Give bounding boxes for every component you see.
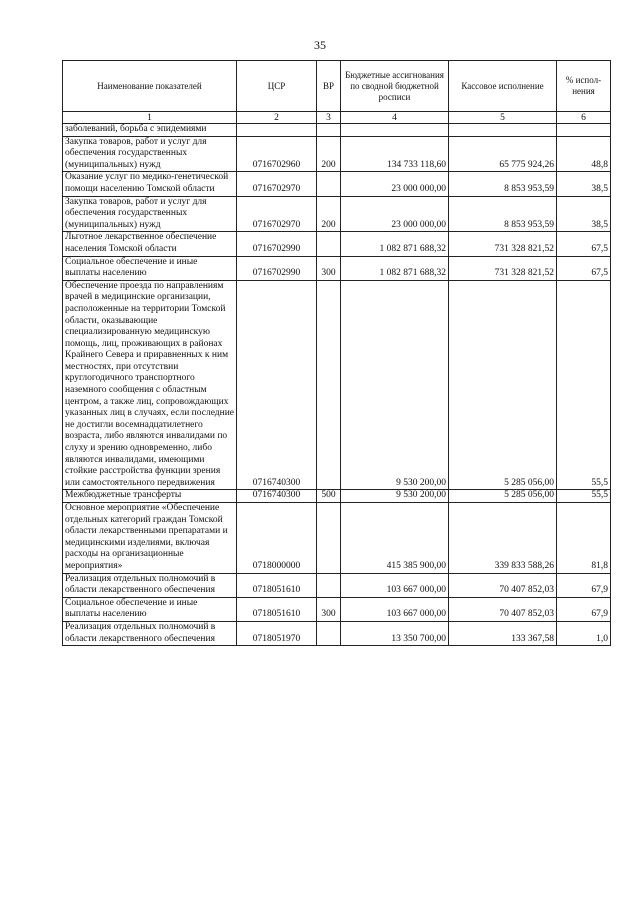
row-budget: 415 385 900,00	[341, 503, 449, 574]
row-vr: 200	[317, 136, 341, 172]
row-cash: 5 285 056,00	[449, 490, 557, 503]
row-pct: 55,5	[557, 490, 611, 503]
row-csr: 0716702990	[237, 256, 317, 280]
row-vr: 300	[317, 256, 341, 280]
row-csr: 0716702970	[237, 196, 317, 232]
row-vr	[317, 124, 341, 137]
table-row	[63, 196, 611, 232]
row-budget: 103 667 000,00	[341, 597, 449, 621]
row-vr: 200	[317, 196, 341, 232]
row-vr	[317, 172, 341, 196]
row-cash: 5 285 056,00	[449, 280, 557, 490]
row-csr: 0718051970	[237, 621, 317, 645]
row-name: Льготное лекарственное обеспечение населения Томской области	[63, 232, 237, 256]
row-name: Закупка товаров, работ и услуг для обеспечения государственных (муниципальных) нужд	[63, 136, 237, 172]
column-number-row	[63, 112, 611, 124]
row-pct: 48,8	[557, 136, 611, 172]
row-vr	[317, 503, 341, 574]
table-row	[63, 503, 611, 574]
row-name: Социальное обеспечение и иные выплаты населению	[63, 256, 237, 280]
table-row	[63, 280, 611, 490]
row-budget: 9 530 200,00	[341, 490, 449, 503]
row-vr: 500	[317, 490, 341, 503]
row-cash: 70 407 852,03	[449, 573, 557, 597]
row-cash: 8 853 953,59	[449, 196, 557, 232]
column-number: 2	[237, 112, 317, 124]
row-pct: 67,9	[557, 573, 611, 597]
row-budget: 103 667 000,00	[341, 573, 449, 597]
row-vr	[317, 573, 341, 597]
header-pct: % испол-нения	[557, 61, 611, 112]
table-row	[63, 621, 611, 645]
page-number: 35	[314, 38, 326, 52]
row-pct	[557, 124, 611, 137]
row-cash	[449, 124, 557, 137]
row-pct: 67,9	[557, 597, 611, 621]
header-name: Наименование показателей	[63, 61, 237, 112]
table-row	[63, 136, 611, 172]
row-budget: 23 000 000,00	[341, 196, 449, 232]
header-cash: Кассовое исполнение	[449, 61, 557, 112]
row-cash: 70 407 852,03	[449, 597, 557, 621]
row-budget: 1 082 871 688,32	[341, 256, 449, 280]
row-vr: 300	[317, 597, 341, 621]
row-cash: 339 833 588,26	[449, 503, 557, 574]
row-cash: 731 328 821,52	[449, 232, 557, 256]
row-name: Реализация отдельных полномочий в области лекарственного обеспечения	[63, 621, 237, 645]
column-number: 6	[557, 112, 611, 124]
row-cash: 731 328 821,52	[449, 256, 557, 280]
header-row	[63, 61, 611, 112]
row-csr: 0718051610	[237, 597, 317, 621]
row-name: Социальное обеспечение и иные выплаты населению	[63, 597, 237, 621]
header-budget: Бюджетные ассигнования по сводной бюджетной росписи	[341, 61, 449, 112]
table-row	[63, 124, 611, 137]
row-name: Основное мероприятие «Обеспечение отдельных категорий граждан Томской области лекарственными препаратами и медицинскими изделиями, включая расходы на организационные мероприятия»	[63, 503, 237, 574]
table-row	[63, 232, 611, 256]
row-csr: 0716702970	[237, 172, 317, 196]
row-name: Оказание услуг по медико-генетической помощи населению Томской области	[63, 172, 237, 196]
row-vr	[317, 621, 341, 645]
header-csr: ЦСР	[237, 61, 317, 112]
row-pct: 38,5	[557, 172, 611, 196]
row-csr: 0716702990	[237, 232, 317, 256]
row-cash: 8 853 953,59	[449, 172, 557, 196]
row-pct: 1,0	[557, 621, 611, 645]
row-csr: 0716740300	[237, 280, 317, 490]
row-name: Межбюджетные трансферты	[63, 490, 237, 503]
row-budget: 1 082 871 688,32	[341, 232, 449, 256]
row-pct: 67,5	[557, 256, 611, 280]
table-row	[63, 573, 611, 597]
row-pct: 67,5	[557, 232, 611, 256]
row-csr: 0716702960	[237, 136, 317, 172]
header-vr: ВР	[317, 61, 341, 112]
row-csr	[237, 124, 317, 137]
row-name: Закупка товаров, работ и услуг для обеспечения государственных (муниципальных) нужд	[63, 196, 237, 232]
column-number: 5	[449, 112, 557, 124]
row-cash: 133 367,58	[449, 621, 557, 645]
row-csr: 0718000000	[237, 503, 317, 574]
row-pct: 81,8	[557, 503, 611, 574]
row-csr: 0716740300	[237, 490, 317, 503]
row-vr	[317, 280, 341, 490]
row-budget	[341, 124, 449, 137]
row-budget: 134 733 118,60	[341, 136, 449, 172]
column-number: 4	[341, 112, 449, 124]
row-pct: 38,5	[557, 196, 611, 232]
row-cash: 65 775 924,26	[449, 136, 557, 172]
table-row	[63, 490, 611, 503]
row-name: заболеваний, борьба с эпидемиями	[63, 124, 237, 137]
row-budget: 23 000 000,00	[341, 172, 449, 196]
row-name: Обеспечение проезда по направлениям врачей в медицинские организации, расположенные на территории Томской области, оказывающие специализированную медицинскую помощь, лиц, проживающих в районах Крайнего Севера и приравненных к ним местностях, при отсутствии круглогодичного транспортного наземного сообщения с областным центром, а также лиц, сопровождающих указанных лиц в случаях, если последние не достигли восемнадцатилетнего возраста, либо являются инвалидами по слуху и зрению одновременно, либо являются инвалидами, имеющими стойкие расстройства функции зрения или самостоятельного передвижения	[63, 280, 237, 490]
row-budget: 13 350 700,00	[341, 621, 449, 645]
row-pct: 55,5	[557, 280, 611, 490]
row-name: Реализация отдельных полномочий в области лекарственного обеспечения	[63, 573, 237, 597]
budget-table	[62, 60, 611, 646]
table-row	[63, 256, 611, 280]
row-csr: 0718051610	[237, 573, 317, 597]
column-number: 3	[317, 112, 341, 124]
row-vr	[317, 232, 341, 256]
table-row	[63, 597, 611, 621]
table-row	[63, 172, 611, 196]
row-budget: 9 530 200,00	[341, 280, 449, 490]
column-number: 1	[63, 112, 237, 124]
